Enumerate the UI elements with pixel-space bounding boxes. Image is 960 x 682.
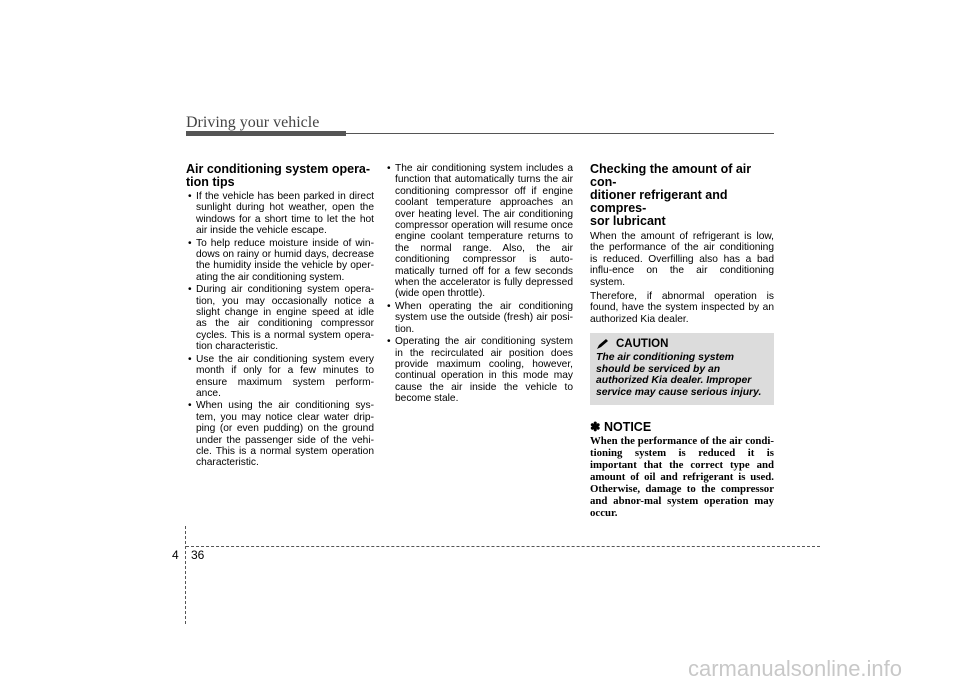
ac-tips-list (186, 191, 374, 469)
bullet-icon: • (387, 336, 391, 348)
list-item: • If the vehicle has been parked in direct sunlight during hot weather, open the windows for a short time to let the hot air inside the vehicle escape. (188, 191, 374, 237)
caution-text: The air conditioning system should be serviced by an authorized Kia dealer. Improper service may cause serious injury. (596, 352, 762, 399)
list-item: • When operating the air conditioning system use the outside (fresh) air posi-tion. (387, 300, 573, 335)
column-middle (385, 163, 573, 406)
footer-rule (186, 546, 820, 547)
list-item: • To help reduce moisture inside of win-dows on rainy or humid days, decrease the humidity inside the vehicle by oper-ating the air conditioning system. (188, 237, 374, 283)
refrigerant-paragraph-2: Therefore, if abnormal operation is found, have the system inspected by an authorized Kia dealer. (590, 291, 774, 325)
pencil-icon (596, 338, 610, 350)
column-right (590, 163, 774, 519)
chapter-number: 4 (172, 548, 179, 562)
bullet-icon: • (188, 237, 192, 249)
section-heading-ac-tips: Air conditioning system opera- tion tips (186, 162, 371, 189)
notice-text: When the performance of the air condi-tioning system is reduced it is important that the correct type and amount of oil and refrigerant is used. Otherwise, damage to the compressor and abnor-mal system operation may occur. (590, 434, 774, 519)
page-header-title: Driving your vehicle (186, 114, 320, 131)
watermark: carmanualsonline.info (688, 656, 903, 681)
caution-label: CAUTION (616, 338, 669, 351)
list-item: • During air conditioning system opera-tion, you may occasionally notice a slight change in engine speed at idle as the air conditioning compressor cycles. This is a normal system opera-tion characteristic. (188, 284, 374, 353)
column-left (186, 163, 374, 470)
list-item: • Operating the air conditioning system in the recirculated air position does provide maximum cooling, however, continual operation in this mode may cause the air inside the vehicle to become stale. (387, 336, 573, 405)
header-rule (186, 133, 774, 134)
refrigerant-paragraph-1: When the amount of refrigerant is low, the performance of the air conditioning is reduced. Overfilling also has a bad influ-ence on the air conditioning system. (590, 231, 774, 288)
list-item: • Use the air conditioning system every month if only for a few minutes to ensure maximum system perform-ance. (188, 353, 374, 399)
bullet-icon: • (188, 284, 192, 296)
bullet-icon: • (188, 353, 192, 365)
bullet-icon: • (188, 400, 192, 412)
footer-vertical-rule (185, 526, 186, 624)
list-item: • The air conditioning system includes a function that automatically turns the air conditioning compressor off if engine coolant temperature approaches an over heating level. The air conditioning compressor operation will resume once engine coolant temperature returns to the normal range. Also, the air conditioning compressor is auto-matically turned off for a few seconds when the accelerator is fully depressed (wide open throttle). (387, 163, 573, 300)
page-number: 36 (191, 548, 205, 562)
bullet-icon: • (387, 163, 391, 174)
bullet-icon: • (387, 300, 391, 312)
ac-notes-list (385, 163, 573, 405)
caution-box (590, 333, 774, 404)
section-heading-refrigerant: Checking the amount of air con- ditioner refrigerant and compres- sor lubricant (590, 162, 752, 228)
notice-heading: ✽ NOTICE (590, 419, 652, 434)
caution-header (596, 338, 768, 350)
list-item: • When using the air conditioning sys-tem, you may notice clear water drip-ping (or even pudding) on the ground under the passenger side of the vehi-cle. This is a normal system operation characteristic. (188, 400, 374, 469)
bullet-icon: • (188, 191, 192, 202)
